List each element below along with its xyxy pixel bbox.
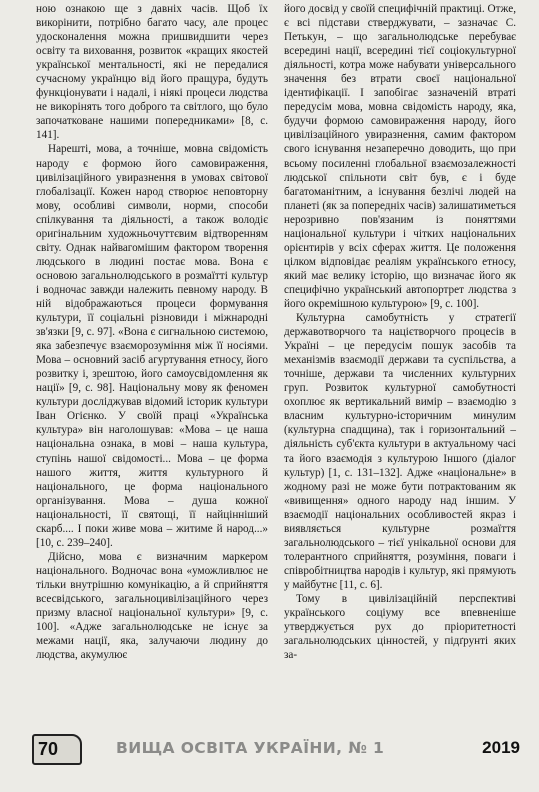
paragraph-continued: ною ознакою ще з давніх часів. Щоб їх викорінити, потрібно багато часу, але процес удосконалення можна пришвидшити через освіту та виховання, розвиток «кращих якостей української ментальності, які не передалися сучасному українцю від його пращура, будуть функціонувати і надалі, і ніякі процеси людства не викорінять того доброго та світлого, що було започатковане нашими попередниками» [8, с. 141]. xyxy=(36,3,268,142)
paragraph-continued: його досвід у своїй специфічній практиці. Отже, є всі підстави стверджувати, – зазначає С. Петькун, – що загальнолюдське перебуває всередині нації, всередині тієї соціокультурної діяльності, котра може набувати універсального значення без втрати своєї національної ідентифікації. І запобігає зазначеній втраті передусім мова, мовна свідомість народу, яка, будучи формою самовираження народу, його цивілізаційного увиразнення, самим фактором свого існування незаперечно доводить, що при всьому посиленні глобальної взаємозалежності людської спільноти світ був, є і буде багатоманітним, а існування безлічі людей на планеті (як за попередніх часів) залишатиметься нерозривно пов'язаним із поняттями національної культури і чітких національних орієнтирів у всіх сферах життя. Це положення цілком відповідає реаліям українського етносу, який має велику історію, що визначає його як специфічно український автопортрет людства з його окремішною культурою» [9, с. 100]. xyxy=(284,3,516,310)
right-column xyxy=(284,2,516,662)
paragraph: Нарешті, мова, а точніше, мовна свідомість народу є формою його самовираження, цивілізаційного увиразнення в умовах світової глобалізації. Кожен народ створює неповторну мову, особливі символи, норми, способи спілкування та діяльності, а також володіє оригінальним художньочуттєвим відтворенням світу. Однак найвагомішим фактором творення людського в людині постає мова. Вона є основою загальнолюдського в розмаїтті культур і водночас завжди належить певному народу. В ній відображаються процеси формування культури, її соціальні різновиди і міжнародні зв'язки [9, с. 97]. «Вона є сигнальною системою, яка забезпечує взаєморозуміння між її носіями. Мова – основний засіб агуртування етносу, його розвитку і, зрештою, його самоусвідомлення як нації» [9, с. 98]. Національну мову як феномен культури досліджував відомий історик культури Іван Огієнко. У своїй праці «Українська культура» він наголошував: «Мова – це наша національна ознака, в мові – наша культура, ступінь нашої свідомості... Мова – це форма нашого життя, життя культурного й національного, це форма національного організування. Мова – душа кожної національності, її святощі, її найцінніший скарб.... І поки живе мова – житиме й народ...» [10, с. 239–240]. xyxy=(36,143,268,549)
paragraph: Тому в цивілізаційній перспективі українського соціуму все впевненіше утверджується рух до пріоритетності загальнолюдських цінностей, у підґрунті яких за- xyxy=(284,592,516,662)
left-column xyxy=(36,2,268,662)
page-number-badge xyxy=(32,734,82,765)
page-number: 70 xyxy=(38,739,59,759)
paragraph: Культурна самобутність у стратегії державотворчого та націєтворчого процесів в Україні – це передусім пошук засобів та механізмів взаємодії держави та суспільства, а точніше, держави та численних культурних груп. Розвиток культурної самобутності охоплює як вертикальний вимір – взаємодію з власним культурно-історичним минулим (культурна спадщина), так і горизонтальний – діяльність суб'єкта культури в актуальному часі та його взаємодія з культурою Іншого (діалог культур) [1, с. 131–132]. Адже «національне» в жодному разі не може бути потрактованим як «вивищення» одного народу над іншим. У взаємодії національних особливостей якраз і виявляється культурне розмаїття загальнолюдського – тієї унікальної основи для толерантного сприйняття, розуміння, поваги і співробітництва народів і культур, які прямують у майбутнє [11, с. 6]. xyxy=(284,312,516,591)
page-footer xyxy=(30,734,526,764)
publication-year: 2019 xyxy=(482,738,520,757)
paragraph: Дійсно, мова є визначним маркером національного. Водночас вона «уможливлює не тільки внутрішню комунікацію, а й сприйняття всесвідського, загальноцивілізаційного через призму власної національної культури» [9, с. 100]. «Адже загальнолюдське не існує за межами нації, яка, залучаючи людину до людства, акумулює xyxy=(36,550,268,662)
journal-title: ВИЩА ОСВІТА УКРАЇНИ, № 1 xyxy=(116,739,385,757)
